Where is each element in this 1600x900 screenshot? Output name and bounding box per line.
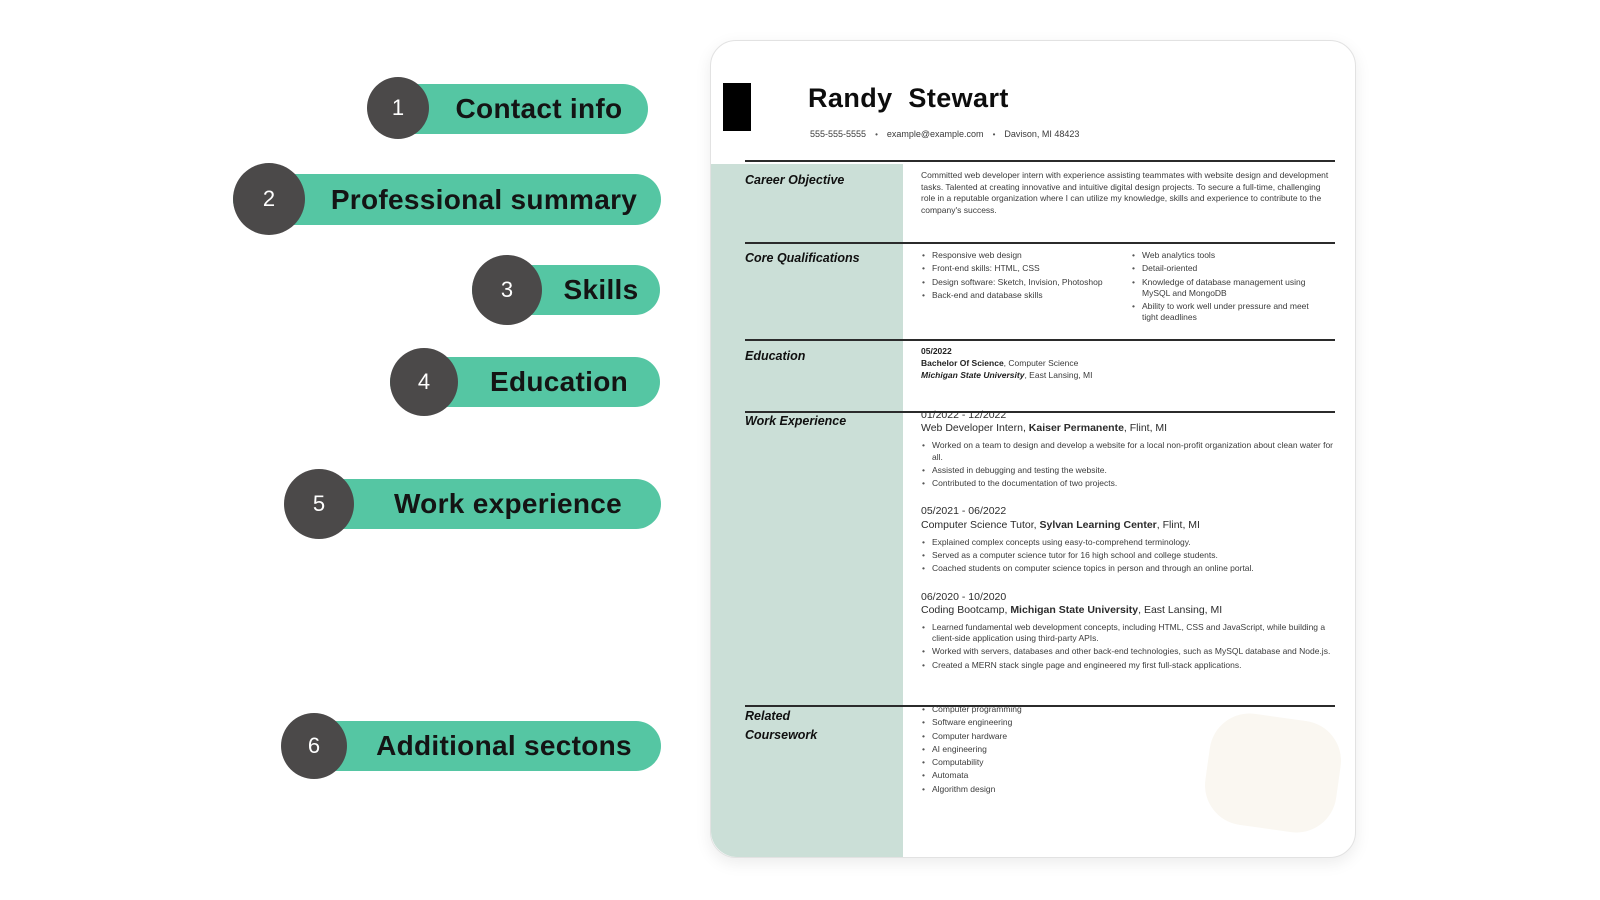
section-heading-core-qualifications: Core Qualifications [745, 251, 860, 265]
resume-page [710, 40, 1356, 858]
qualification-item: • Knowledge of database management using MySQL and MongoDB [1131, 277, 1327, 300]
job-title: Computer Science Tutor, [921, 518, 1040, 531]
job-title-line [921, 519, 1335, 532]
legend-label: Additional sectons [376, 730, 632, 761]
legend-number-badge-3 [472, 255, 542, 325]
legend-label: Work experience [393, 488, 623, 519]
job-bullets [921, 622, 1335, 671]
legend-label: Education [489, 366, 629, 397]
resume-sidebar-column [711, 164, 903, 857]
header-accent-block [723, 83, 751, 131]
job-bullet: • Learned fundamental web development concepts, including HTML, CSS and JavaScript, while building a client-side application using third-party APIs. [921, 622, 1335, 645]
legend-label: Professional summary [330, 183, 638, 215]
resume-contact-line [810, 129, 1079, 139]
legend-number: 3 [500, 277, 514, 302]
job-bullet: • Explained complex concepts using easy-to-comprehend terminology. [921, 537, 1335, 548]
qualifications-column-1 [921, 250, 1117, 326]
job-bullet: • Contributed to the documentation of two projects. [921, 478, 1335, 489]
education-degree-line [921, 358, 1335, 370]
job-company: Kaiser Permanente [1028, 422, 1124, 435]
section-divider [745, 160, 1335, 162]
qualification-item: • Detail-oriented [1131, 263, 1327, 274]
job-entry [921, 591, 1335, 671]
education-field: , Computer Science [1003, 357, 1079, 368]
coursework-item: • Software engineering [921, 717, 1335, 728]
qualification-item: • Ability to work well under pressure and meet tight deadlines [1131, 301, 1327, 324]
legend-label: Contact info [455, 93, 623, 124]
job-title-line [921, 422, 1335, 435]
job-dates: 05/2021 - 06/2022 [921, 505, 1007, 518]
section-divider [745, 339, 1335, 341]
job-entry [921, 505, 1335, 574]
legend-number-badge-2 [233, 163, 305, 235]
education-school-line [921, 370, 1335, 382]
contact-location: Davison, MI 48423 [1004, 129, 1080, 139]
education-location: , East Lansing, MI [1024, 369, 1093, 380]
coursework-item: • Computer hardware [921, 731, 1335, 742]
job-dates: 06/2020 - 10/2020 [921, 590, 1007, 603]
section-heading-career-objective: Career Objective [745, 173, 845, 187]
job-bullets [921, 537, 1335, 575]
coursework-item: • Algorithm design [921, 784, 1335, 795]
education-date: 05/2022 [921, 346, 952, 356]
education-details [921, 346, 1335, 382]
section-heading-work-experience: Work Experience [745, 414, 847, 428]
job-location: , Flint, MI [1156, 518, 1200, 531]
coursework-item: • Automata [921, 770, 1335, 781]
contact-email: example@example.com [886, 129, 984, 139]
job-location: , East Lansing, MI [1138, 603, 1223, 616]
legend-number: 4 [417, 369, 431, 394]
contact-separator-dot: • [875, 130, 878, 139]
watermark-blob [1200, 708, 1346, 837]
job-bullets [921, 440, 1335, 489]
resume-name: Randy Stewart [808, 83, 1009, 113]
coursework-item: • Computer programming [921, 704, 1335, 715]
legend-label: Skills [563, 274, 639, 305]
legend-number: 5 [312, 491, 326, 516]
legend-number-badge-1 [367, 77, 429, 139]
qualification-item: • Responsive web design [921, 250, 1117, 261]
legend-number: 6 [307, 733, 321, 758]
job-bullet: • Worked with servers, databases and other back-end technologies, such as MySQL database and Node.js. [921, 646, 1335, 657]
legend-number-badge-5 [284, 469, 354, 539]
work-experience-jobs [921, 409, 1335, 687]
job-company: Michigan State University [1010, 603, 1139, 616]
coursework-item: • AI engineering [921, 744, 1335, 755]
contact-separator-dot: • [992, 130, 996, 139]
job-bullet: • Worked on a team to design and develop a website for a local non-profit organization about clean water for all. [921, 440, 1335, 463]
job-location: , Flint, MI [1123, 422, 1168, 435]
contact-phone: 555-555-5555 [810, 129, 867, 139]
career-objective-text: Committed web developer intern with experience assisting teammates with website design and development tasks. Talented at creating innovative and intuitive digital design projects. To secure a full-time, challenging role in a reputable organization where I can utilize my knowledge, skills and experience to contribute to the company's success. [921, 170, 1329, 215]
job-bullet: • Served as a computer science tutor for 16 high school and college students. [921, 550, 1335, 561]
job-title: Web Developer Intern, [921, 422, 1029, 435]
legend-number-badge-4 [390, 348, 458, 416]
coursework-item: • Computability [921, 757, 1335, 768]
education-degree: Bachelor Of Science [921, 357, 1004, 368]
job-bullet: • Coached students on computer science topics in person and through an online portal. [921, 563, 1335, 574]
section-heading-education: Education [745, 349, 806, 363]
qualifications-column-2 [1131, 250, 1327, 326]
legend-number-badge-6 [281, 713, 347, 779]
qualification-item: • Design software: Sketch, Invision, Photoshop [921, 277, 1117, 288]
job-title-line [921, 604, 1335, 617]
job-entry [921, 409, 1335, 489]
legend-number: 2 [262, 186, 276, 211]
job-title: Coding Bootcamp, [921, 603, 1011, 616]
qualification-item: • Back-end and database skills [921, 290, 1117, 301]
job-bullet: • Assisted in debugging and testing the website. [921, 465, 1335, 476]
job-bullet: • Created a MERN stack single page and engineered my first full-stack applications. [921, 660, 1335, 671]
core-qualifications-lists [921, 250, 1335, 326]
qualification-item: • Web analytics tools [1131, 250, 1327, 261]
qualification-item: • Front-end skills: HTML, CSS [921, 263, 1117, 274]
legend-number: 1 [391, 95, 405, 120]
job-company: Sylvan Learning Center [1039, 518, 1157, 531]
job-dates: 01/2022 - 12/2022 [921, 409, 1007, 421]
section-divider [745, 242, 1335, 244]
section-heading-related-coursework: Related Coursework [745, 709, 818, 742]
education-school: Michigan State University [921, 369, 1025, 380]
